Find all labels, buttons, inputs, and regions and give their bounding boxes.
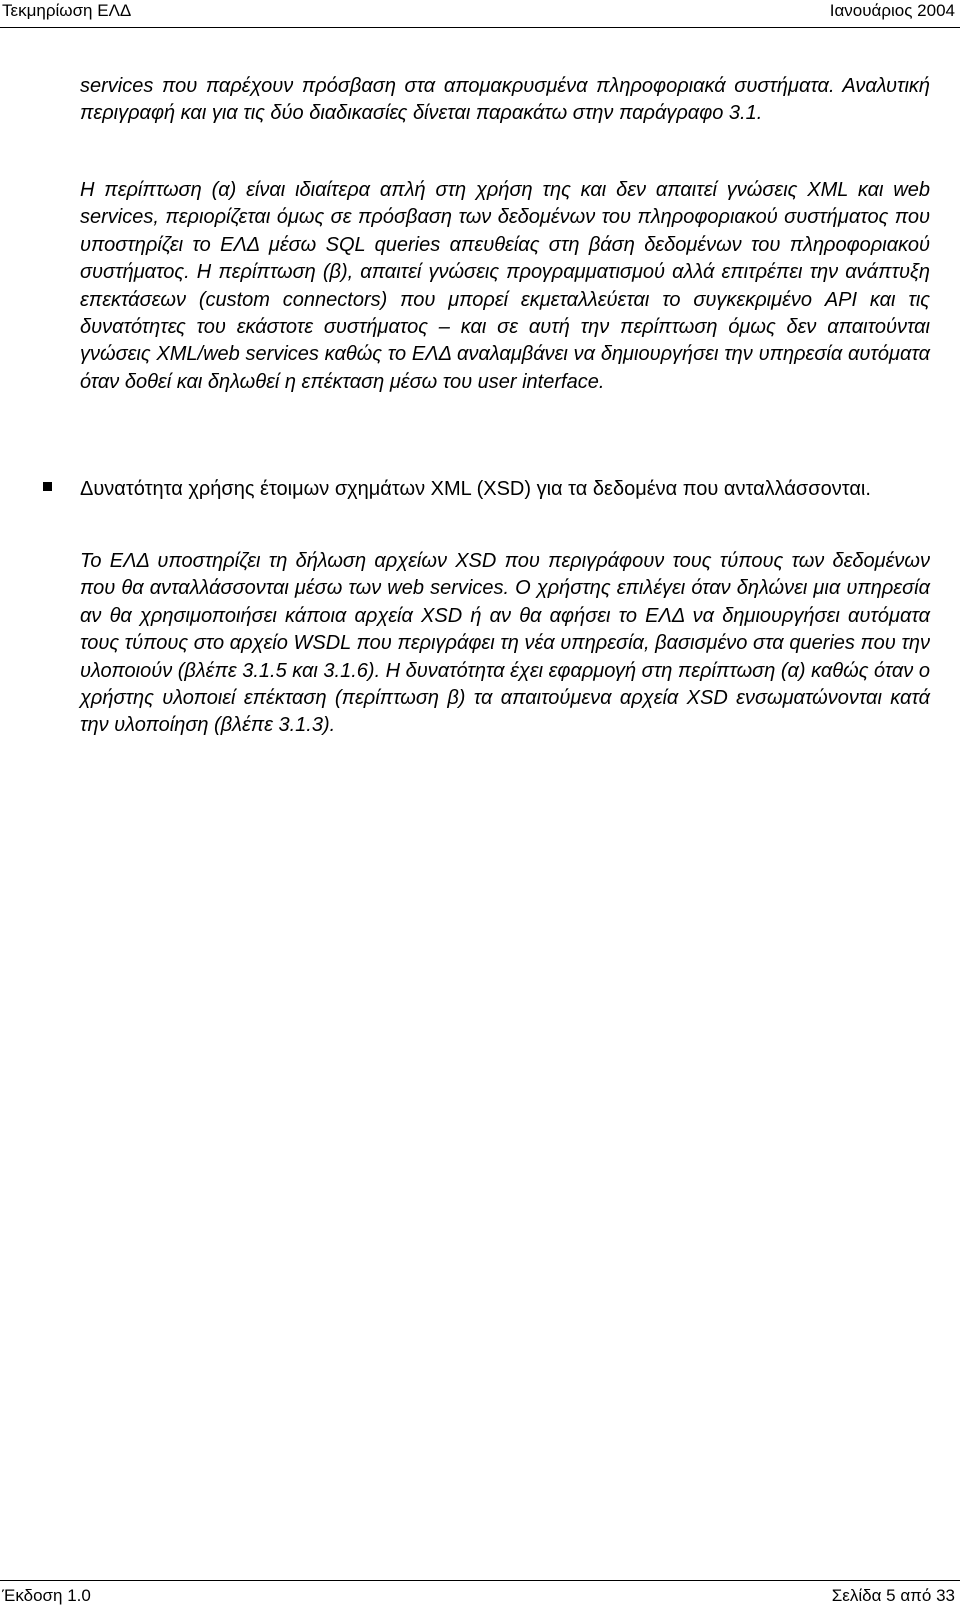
footer-rule [0, 1580, 960, 1581]
page-footer [0, 1580, 960, 1617]
page-header [0, 0, 960, 36]
header-rule [0, 27, 960, 28]
bullet-item-xsd-schemas: Δυνατότητα χρήσης έτοιμων σχημάτων XML (XSD) για τα δεδομένα που ανταλλάσσονται. [80, 478, 871, 500]
paragraph-services-access: services που παρέχουν πρόσβαση στα απομακρυσμένα πληροφοριακά συστήματα. Αναλυτική περιγραφή και για τις δύο διαδικασίες δίνεται παρακάτω στην παράγραφο 3.1. [80, 75, 930, 125]
footer-page-number: Σελίδα 5 από 33 [831, 1586, 955, 1605]
paragraph-xsd-support: Το ΕΛΔ υποστηρίζει τη δήλωση αρχείων XSD που περιγράφουν τους τύπους των δεδομένων που θα ανταλλάσσονται μέσω των web services. Ο χρήστης επιλέγει όταν δηλώνει μια υπηρεσία αν θα χρησιμοποιήσει κάποια αρχεία XSD ή αν θα αφήσει το ΕΛΔ να δημιουργήσει αυτόματα τους τύπους στο αρχείο WSDL που περιγράφει τη νέα υπηρεσία, βασισμένο στα queries που την υλοποιούν (βλέπε 3.1.5 και 3.1.6). Η δυνατότητα έχει εφαρμογή στη περίπτωση (α) καθώς όταν ο χρήστης υλοποιεί επέκταση (περίπτωση β) τα απαιτούμενα αρχεία XSD ενσωματώνονται κατά την υλοποίηση (βλέπε 3.1.3). [80, 550, 930, 737]
bullet-square-icon [43, 482, 52, 491]
header-document-title: Τεκμηρίωση ΕΛΔ [2, 1, 132, 20]
paragraph-case-comparison: Η περίπτωση (α) είναι ιδιαίτερα απλή στη χρήση της και δεν απαιτεί γνώσεις XML και web services, περιορίζεται όμως σε πρόσβαση των δεδομένων του πληροφοριακού συστήματος που υποστηρίζει το ΕΛΔ μέσω SQL queries απευθείας στη βάση δεδομένων του πληροφοριακού συστήματος. Η περίπτωση (β), απαιτεί γνώσεις προγραμματισμού αλλά επιτρέπει την ανάπτυξη επεκτάσεων (custom connectors) που μπορεί εκμεταλλεύεται το συγκεκριμένο API και τις δυνατότητες του εκάστοτε συστήματος – και σε αυτή την περίπτωση όμως δεν απαιτούνται γνώσεις XML/web services καθώς το ΕΛΔ αναλαμβάνει να δημιουργήσει την υπηρεσία αυτόματα όταν δοθεί και δηλωθεί η επέκταση μέσω του user interface. [80, 179, 930, 393]
header-date: Ιανουάριος 2004 [829, 1, 955, 20]
footer-version: Έκδοση 1.0 [2, 1586, 91, 1605]
